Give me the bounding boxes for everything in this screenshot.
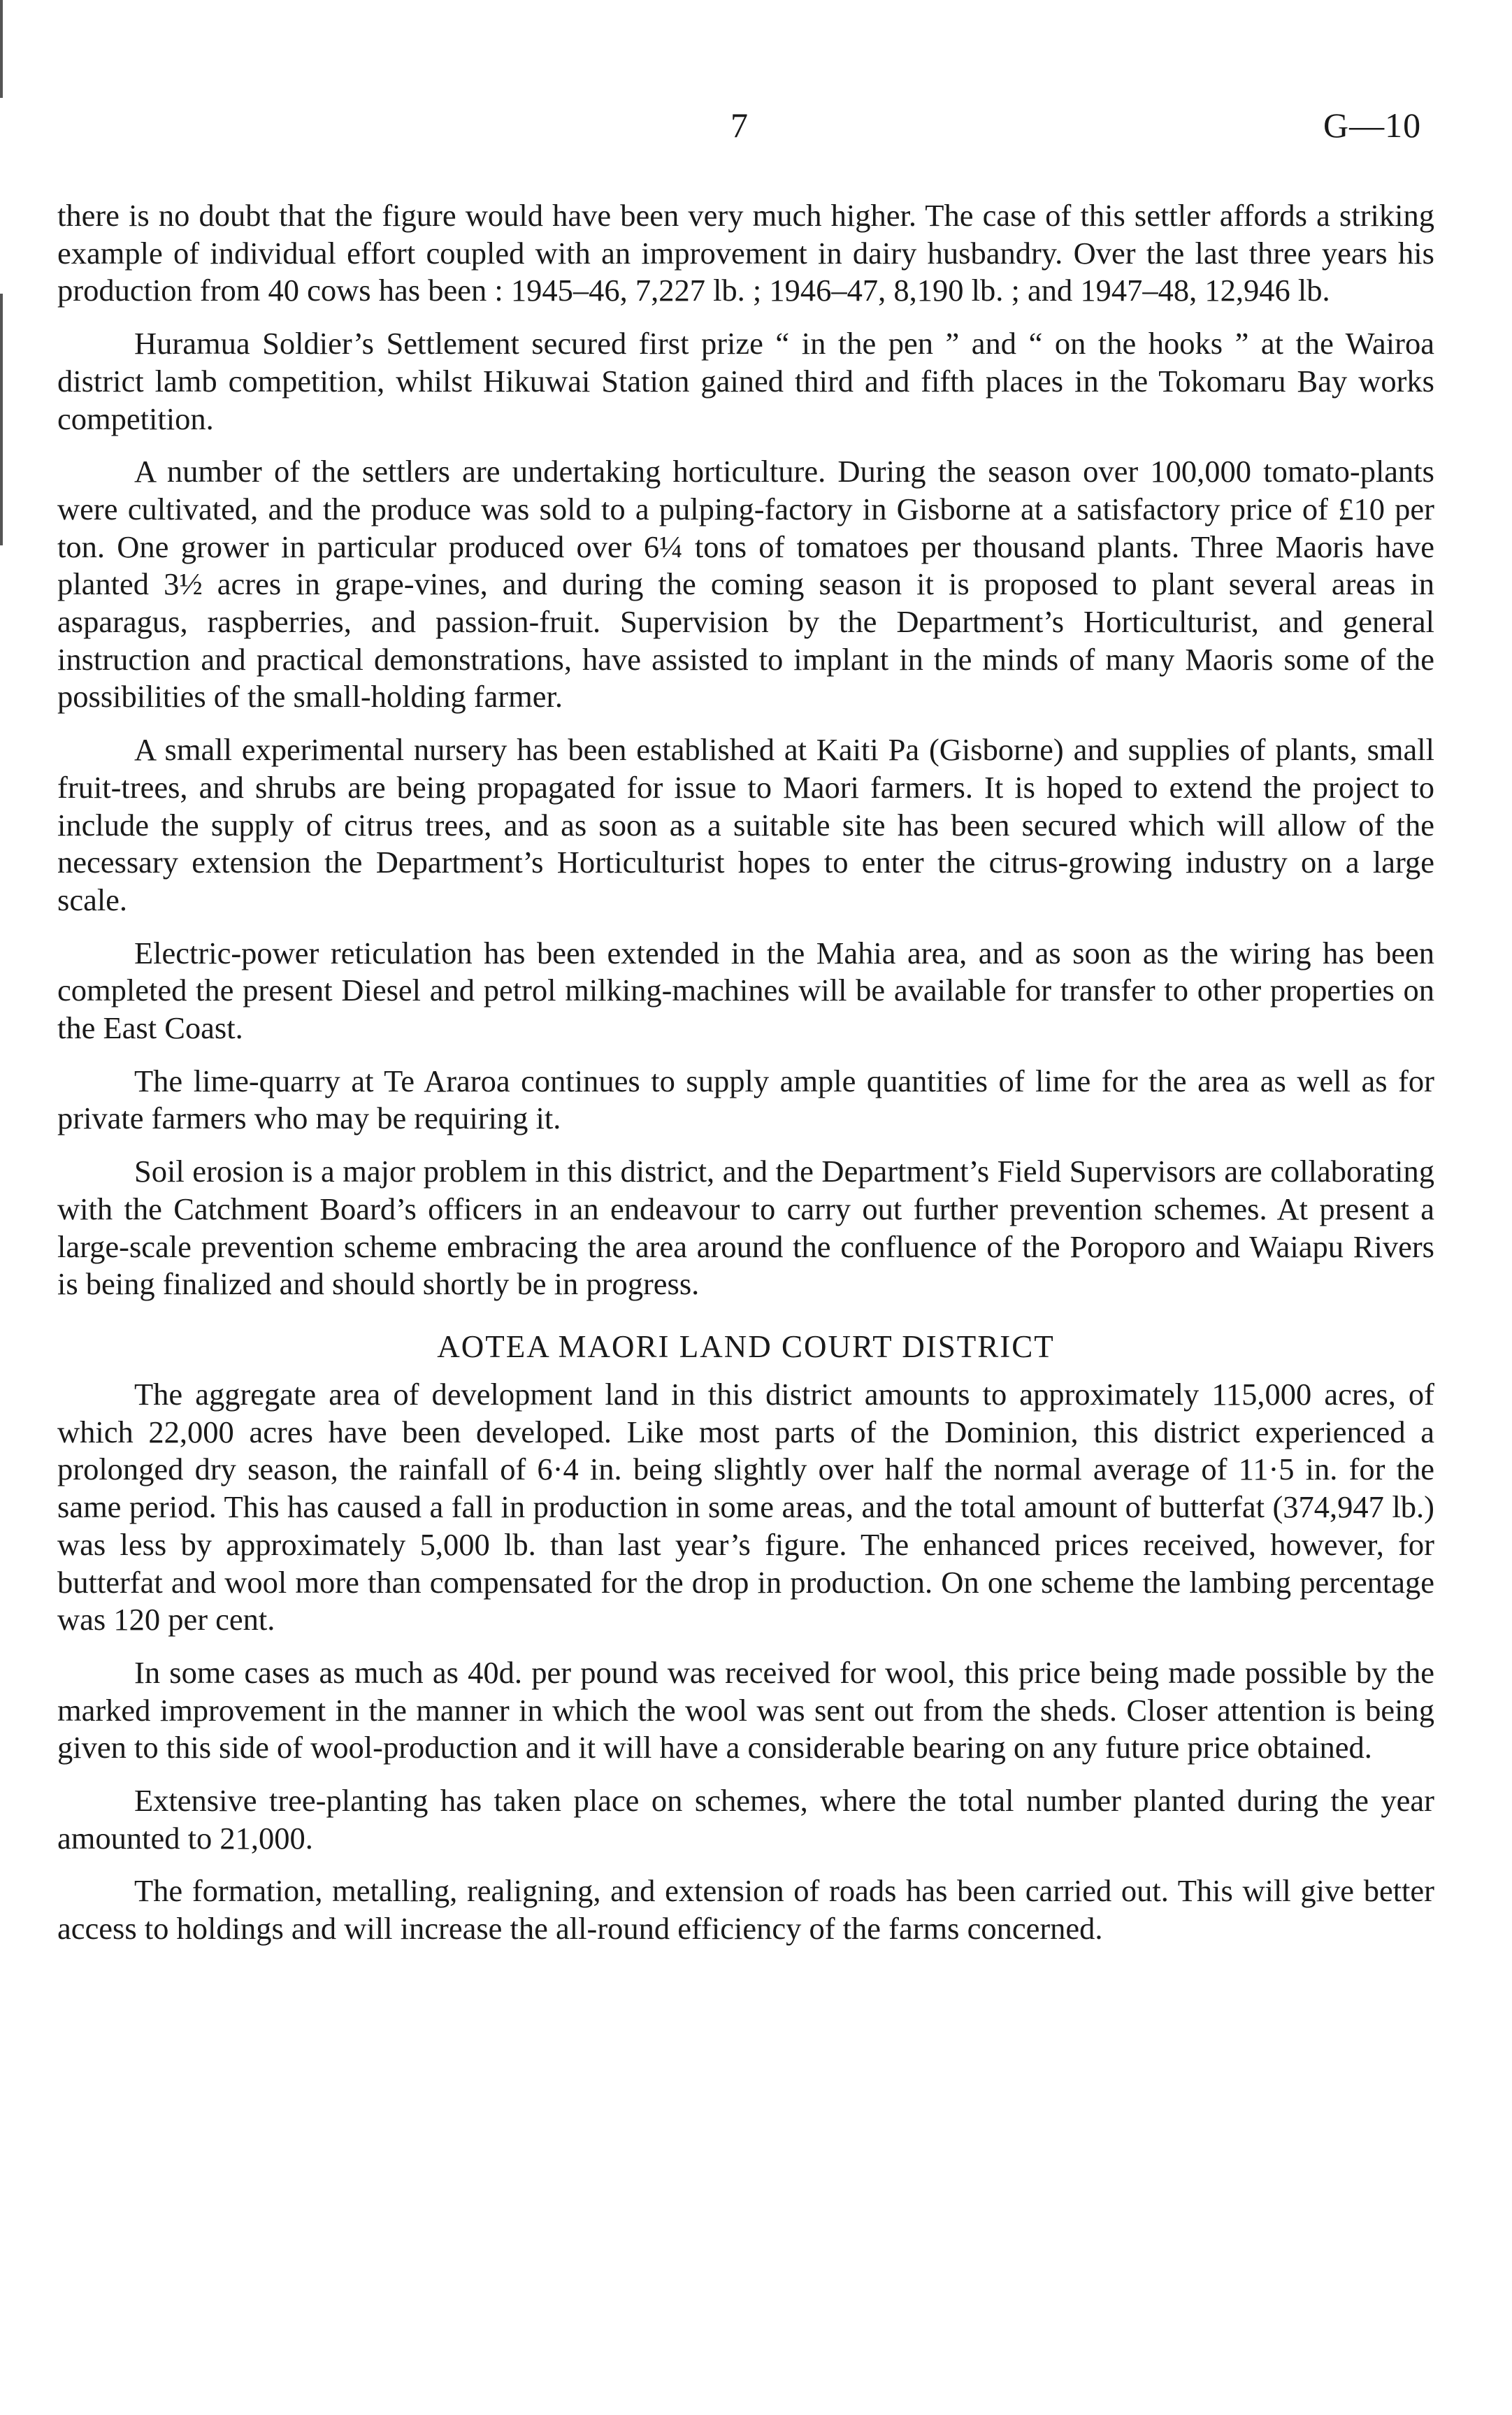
paragraph: Soil erosion is a major problem in this district, and the Department’s Field Supervisors are collaborating with the Catchment Board’s officers in an endeavour to carry out further prevention schemes. At present a large-scale prevention scheme embracing the area around the confluence of the Poroporo and Waiapu Rivers is being finalized and should shortly be in progress. (57, 1154, 1434, 1302)
page-number: 7 (730, 106, 748, 145)
paragraph: there is no doubt that the figure would have been very much higher. The case of this settler affords a striking example of individual effort coupled with an improvement in dairy husbandry. Over the last three years his production from 40 cows has been : 1945–46, 7,227 lb. ; 1946–47, 8,190 lb. ; and 1947–48, 12,946 lb. (57, 198, 1434, 308)
paragraph: Electric-power reticulation has been extended in the Mahia area, and as soon as the wiring has been completed the present Diesel and petrol milking-machines will be available for transfer to other properties on the East Coast. (57, 935, 1434, 1046)
paragraph: Huramua Soldier’s Settlement secured first prize “ in the pen ” and “ on the hooks ” at the Wairoa district lamb competition, whilst Hikuwai Station gained third and fifth places in the Tokomaru Bay works competition. (57, 326, 1434, 436)
document-reference: G—10 (1323, 106, 1422, 145)
paragraph: A number of the settlers are undertaking horticulture. During the season over 100,000 tomato-plants were cultivated, and the produce was sold to a pulping-factory in Gisborne at a satisfactory price of £10 per ton. One grower in particular produced over 6¼ tons of tomatoes per thousand plants. Three Maoris have planted 3½ acres in grape-vines, and during the coming season it is proposed to plant several areas in asparagus, raspberries, and passion-fruit. Supervision by the Department’s Horticulturist, and general instruction and practical demonstrations, have assisted to implant in the minds of many Maoris some of the possibilities of the small-holding farmer. (57, 454, 1434, 715)
section-heading: AOTEA MAORI LAND COURT DISTRICT (437, 1328, 1055, 1364)
paragraph: In some cases as much as 40d. per pound was received for wool, this price being made possible by the marked improvement in the manner in which the wool was sent out from the sheds. Closer attention is being given to this side of wool-production and it will have a considerable bearing on any future price obtained. (57, 1654, 1434, 1765)
paragraph: The lime-quarry at Te Araroa continues to supply ample quantities of lime for the area as well as for private farmers who may be requiring it. (57, 1063, 1434, 1136)
paragraph: The formation, metalling, realigning, and extension of roads has been carried out. This will give better access to holdings and will increase the all-round efficiency of the farms concerned. (57, 1873, 1434, 1947)
margin-rule (0, 0, 3, 98)
document-body (57, 197, 1434, 1963)
page-header (0, 105, 1512, 154)
paragraph: Extensive tree-planting has taken place on schemes, where the total number planted during the year amounted to 21,000. (57, 1783, 1434, 1856)
margin-rule (0, 294, 3, 545)
paragraph: A small experimental nursery has been established at Kaiti Pa (Gisborne) and supplies of plants, small fruit-trees, and shrubs are being propagated for issue to Maori farmers. It is hoped to extend the project to include the supply of citrus trees, and as soon as a suitable site has been secured which will allow of the necessary extension the Department’s Horticulturist hopes to enter the citrus-growing industry on a large scale. (57, 732, 1434, 917)
paragraph: The aggregate area of development land in this district amounts to approximately 115,000 acres, of which 22,000 acres have been developed. Like most parts of the Dominion, this district experienced a prolonged dry season, the rainfall of 6·4 in. being slightly over half the normal average of 11·5 in. for the same period. This has caused a fall in production in some areas, and the total amount of butterfat (374,947 lb.) was less by approximately 5,000 lb. than last year’s figure. The enhanced prices received, however, for butterfat and wool more than compensated for the drop in production. On one scheme the lambing percentage was 120 per cent. (57, 1376, 1434, 1638)
